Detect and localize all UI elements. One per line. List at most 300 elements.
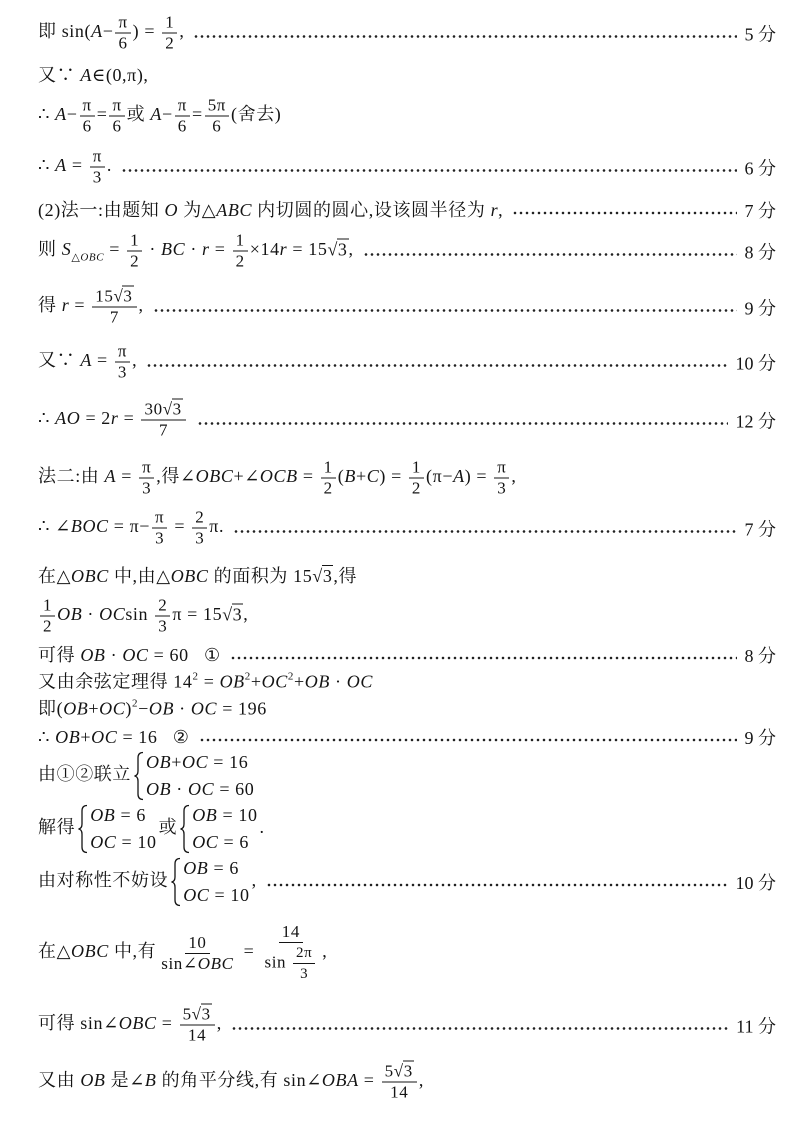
score-label: 8 分 xyxy=(744,242,776,262)
fraction xyxy=(382,1062,417,1103)
fraction xyxy=(321,458,336,499)
score-label: 11 分 xyxy=(736,1016,776,1036)
math-text: 6 xyxy=(212,116,222,136)
fraction-numerator xyxy=(152,508,167,529)
solution-line xyxy=(38,749,776,803)
equation-system-rows xyxy=(146,749,254,803)
solution-line-content xyxy=(38,400,188,441)
math-text: = xyxy=(116,466,138,487)
fraction-numerator xyxy=(109,96,124,117)
math-text: 2 xyxy=(130,251,140,271)
fraction-numerator xyxy=(192,508,207,529)
fraction-denominator xyxy=(321,479,336,499)
math-text: ∴ xyxy=(38,155,56,176)
math-text: ×14 xyxy=(249,239,280,260)
math-variable: OC xyxy=(99,698,126,719)
math-text: π = 15 xyxy=(172,604,223,625)
math-text: 3 xyxy=(497,478,507,498)
math-text: 在△ xyxy=(38,566,72,586)
fraction xyxy=(158,933,236,974)
solution-line-content xyxy=(38,508,224,549)
fraction xyxy=(141,400,185,441)
math-text: = 15 xyxy=(287,239,328,260)
fraction-denominator xyxy=(40,617,55,637)
math-text: · xyxy=(171,779,188,799)
math-variable: OB xyxy=(90,805,116,825)
square-root xyxy=(113,287,133,306)
math-variable: r xyxy=(61,295,70,316)
fraction xyxy=(494,458,509,499)
math-text: +∠ xyxy=(233,466,260,487)
math-variable: OC xyxy=(188,779,215,799)
math-text: 2π xyxy=(296,945,313,961)
math-text: − xyxy=(102,21,114,42)
solution-line xyxy=(38,922,776,984)
square-root xyxy=(192,1005,212,1024)
superscript: 2 xyxy=(287,670,294,683)
math-text: 则 xyxy=(38,239,62,260)
math-text: = xyxy=(191,104,203,125)
radicand: 3 xyxy=(232,604,243,625)
fraction xyxy=(233,231,248,272)
math-text: 30 xyxy=(144,399,163,419)
solution-line-content xyxy=(38,96,281,137)
math-variable: OC xyxy=(346,671,373,692)
math-text: , xyxy=(418,1070,424,1091)
math-text: 2 xyxy=(195,507,205,527)
math-text: 或 xyxy=(158,817,178,838)
solution-line-content xyxy=(38,855,257,909)
math-text: ) = xyxy=(132,21,161,42)
radicand: 3 xyxy=(322,566,333,586)
math-text: = 6 xyxy=(218,832,249,852)
math-text: ∴ xyxy=(38,104,56,125)
math-text: ∴ xyxy=(38,727,56,747)
math-text: ) = xyxy=(379,466,407,487)
score-label: 6 分 xyxy=(744,158,776,178)
equation-system xyxy=(133,749,254,803)
solution-line xyxy=(38,64,776,86)
solution-line-content xyxy=(38,644,221,666)
fraction xyxy=(40,596,55,637)
solution-line xyxy=(38,400,776,441)
math-text: 又∵ xyxy=(38,350,81,371)
fraction xyxy=(115,342,130,383)
math-text: = xyxy=(69,295,91,316)
score-label: 8 分 xyxy=(744,646,776,666)
equation-system-row xyxy=(90,829,156,856)
fraction xyxy=(162,13,177,54)
square-root xyxy=(327,239,348,259)
math-text: = xyxy=(297,466,319,487)
solution-line xyxy=(38,596,776,637)
fraction xyxy=(180,1005,215,1046)
subscript: △OBC xyxy=(71,251,105,264)
fraction xyxy=(139,458,154,499)
math-text: 解得 xyxy=(38,817,76,838)
fraction-denominator xyxy=(139,479,154,499)
solution-line xyxy=(38,698,776,723)
math-text: 1 xyxy=(323,457,333,477)
math-variable: OBC xyxy=(71,566,109,586)
math-variable: A xyxy=(150,104,162,125)
math-text: 由对称性不妨设 xyxy=(38,870,169,891)
fraction-denominator xyxy=(185,1026,209,1046)
math-text: 得 xyxy=(38,295,62,316)
fraction-denominator xyxy=(115,363,130,383)
math-text: 14 xyxy=(390,1082,409,1102)
math-text: ) xyxy=(125,698,132,719)
math-text: 法二:由 xyxy=(38,466,105,487)
math-text: , xyxy=(243,604,249,625)
math-text: − xyxy=(66,104,78,125)
solution-line-content xyxy=(38,565,357,587)
fraction xyxy=(80,96,95,137)
math-text: ∈(0,π), xyxy=(91,65,149,85)
solution-line-content xyxy=(38,231,354,272)
math-text: 中,有 xyxy=(108,941,157,962)
math-variable: A xyxy=(80,65,92,85)
math-variable: OBC xyxy=(71,941,109,962)
math-variable: OB xyxy=(148,698,175,719)
math-text: (舍去) xyxy=(231,104,282,125)
equation-system-rows xyxy=(192,802,257,856)
math-variable: OC xyxy=(261,671,288,692)
fraction-denominator xyxy=(209,117,224,137)
fraction-numerator xyxy=(494,458,509,479)
math-text: 2 xyxy=(158,595,168,615)
equation-system xyxy=(77,802,156,856)
math-text: 5π xyxy=(207,95,226,115)
dot-leader xyxy=(234,529,736,533)
fraction-numerator xyxy=(90,147,105,168)
math-variable: OB xyxy=(146,779,172,799)
math-text: (π− xyxy=(426,466,454,487)
math-text: ) = xyxy=(464,466,493,487)
math-text: π xyxy=(92,146,102,166)
dot-leader xyxy=(147,363,727,367)
fraction-denominator xyxy=(156,421,171,441)
fraction xyxy=(262,922,321,984)
math-text: · xyxy=(144,239,162,260)
math-variable: OB xyxy=(192,805,218,825)
math-text: 6 xyxy=(112,116,122,136)
math-variable: S xyxy=(61,239,72,260)
math-text: 3 xyxy=(300,966,309,982)
math-text: 1 xyxy=(43,595,53,615)
math-variable: B xyxy=(344,466,356,487)
fraction-denominator xyxy=(116,34,131,54)
math-variable: AO xyxy=(55,408,81,429)
math-text: π xyxy=(155,507,165,527)
math-variable: BOC xyxy=(70,516,109,537)
math-text: 可得 sin∠ xyxy=(38,1013,119,1034)
solution-line-content xyxy=(38,749,256,803)
dot-leader xyxy=(231,656,737,660)
radicand: 3 xyxy=(172,399,182,419)
score-label: 7 分 xyxy=(744,201,776,221)
math-variable: OC xyxy=(181,752,209,772)
dot-leader xyxy=(154,308,737,312)
superscript: 2 xyxy=(192,670,199,683)
math-variable: OC xyxy=(90,832,117,852)
fraction-denominator xyxy=(80,117,95,137)
math-text: , xyxy=(179,21,185,42)
equation-system-row xyxy=(192,829,257,856)
math-variable: OB xyxy=(146,752,172,772)
math-text: 即 sin( xyxy=(38,21,92,42)
fraction-denominator xyxy=(127,252,142,272)
math-text: , xyxy=(251,870,257,891)
math-text: 10 xyxy=(188,932,207,952)
solution-line xyxy=(38,287,776,328)
math-variable: OB xyxy=(63,698,89,719)
solution-line xyxy=(38,855,776,909)
solution-line-content xyxy=(38,147,112,188)
math-text: 的面积为 15 xyxy=(208,566,313,586)
math-text: = xyxy=(66,155,88,176)
math-variable: OB xyxy=(80,1070,106,1091)
fraction-denominator xyxy=(233,252,248,272)
score-label: 9 分 xyxy=(744,728,776,748)
score-label: 7 分 xyxy=(744,519,776,539)
math-text: 3 xyxy=(195,528,205,548)
math-text: 2 xyxy=(43,616,53,636)
solution-line-content xyxy=(38,922,327,984)
math-text: , xyxy=(132,350,138,371)
equation-system-row xyxy=(90,802,156,829)
superscript: 2 xyxy=(244,670,251,683)
radicand: 3 xyxy=(403,1061,413,1081)
math-text: ,得∠ xyxy=(156,466,196,487)
math-variable: OB xyxy=(57,604,83,625)
fraction-numerator xyxy=(180,1005,215,1026)
fraction-denominator xyxy=(90,168,105,188)
solution-line xyxy=(38,342,776,383)
fraction xyxy=(205,96,229,137)
equation-system-row xyxy=(183,882,249,909)
math-variable: OBC xyxy=(195,466,234,487)
math-variable: r xyxy=(490,200,499,220)
math-text: = xyxy=(156,1013,178,1034)
math-text: 又由余弦定理得 14 xyxy=(38,671,193,692)
fraction-denominator xyxy=(152,529,167,549)
math-text: = 6 xyxy=(115,805,146,825)
fraction-numerator xyxy=(293,943,315,964)
math-variable: OBC xyxy=(170,566,209,586)
fraction-numerator xyxy=(115,342,130,363)
math-text: 14 xyxy=(281,922,300,941)
math-variable: r xyxy=(202,239,210,260)
math-text: = 60 ① xyxy=(148,645,221,665)
math-text: − xyxy=(138,698,149,719)
fraction-numerator xyxy=(115,13,130,34)
math-variable: A xyxy=(55,155,67,176)
solution-line-content xyxy=(38,726,190,748)
math-text: · xyxy=(185,239,203,260)
fraction xyxy=(109,96,124,137)
fraction xyxy=(155,596,170,637)
math-variable: O xyxy=(164,200,179,220)
math-text: 15 xyxy=(95,286,114,306)
fraction-denominator xyxy=(192,529,207,549)
math-text: π xyxy=(177,95,187,115)
math-text: = 60 xyxy=(214,779,255,799)
score-label: 5 分 xyxy=(744,24,776,44)
math-text: = xyxy=(198,671,220,692)
fraction xyxy=(152,508,167,549)
equation-system xyxy=(170,855,249,909)
solution-line xyxy=(38,96,776,137)
math-variable: OC xyxy=(192,832,219,852)
square-root xyxy=(394,1062,414,1081)
radicand: 3 xyxy=(337,239,348,260)
math-text: + xyxy=(88,698,100,719)
equation-system-row xyxy=(146,749,254,776)
math-text: 14 xyxy=(188,1025,207,1045)
math-variable: OC xyxy=(99,604,126,625)
fraction-denominator xyxy=(175,117,190,137)
fraction-numerator xyxy=(141,400,185,421)
math-text: 2 xyxy=(323,478,333,498)
math-text: 2 xyxy=(411,478,422,498)
math-text: 又由 xyxy=(38,1070,81,1091)
equation-system-rows xyxy=(90,802,156,856)
solution-line xyxy=(38,724,776,750)
solution-line-content xyxy=(38,671,373,696)
left-brace-icon xyxy=(179,804,190,854)
solution-line-content xyxy=(38,199,503,221)
solution-line-content xyxy=(38,342,137,383)
math-variable: A xyxy=(80,350,92,371)
math-text: 可得 xyxy=(38,645,81,665)
left-brace-icon xyxy=(133,751,144,801)
math-text: · xyxy=(82,604,100,625)
fraction-denominator xyxy=(262,943,321,984)
solution-line xyxy=(38,565,776,587)
fraction-denominator xyxy=(494,479,509,499)
fraction-numerator xyxy=(92,287,136,308)
math-text: π xyxy=(117,341,128,361)
math-text: 是∠ xyxy=(105,1070,145,1091)
fraction xyxy=(192,508,207,549)
math-variable: OB xyxy=(80,645,106,665)
math-text: = 2 xyxy=(80,408,111,429)
math-text: π xyxy=(82,95,92,115)
dot-leader xyxy=(364,252,737,256)
solution-line xyxy=(38,197,776,223)
equation-system-row xyxy=(192,802,257,829)
math-text: = 10 xyxy=(209,885,250,905)
fraction-numerator xyxy=(409,458,424,479)
score-label: 10 分 xyxy=(735,873,776,893)
math-text: 3 xyxy=(142,478,152,498)
math-text: = 16 xyxy=(208,752,249,772)
math-text: 1 xyxy=(165,12,175,32)
math-text: 1 xyxy=(235,230,245,250)
math-text: 6 xyxy=(118,33,128,53)
fraction-denominator xyxy=(107,308,122,328)
math-text: 内切圆的圆心,设该圆半径为 xyxy=(252,200,491,220)
fraction-denominator xyxy=(297,964,311,984)
math-text: π xyxy=(497,457,507,477)
fraction xyxy=(115,13,130,54)
math-text: π. xyxy=(209,516,225,537)
math-text: π xyxy=(142,457,152,477)
dot-leader xyxy=(513,211,736,215)
math-text: . xyxy=(259,817,265,838)
fraction-numerator xyxy=(205,96,229,117)
equation-system xyxy=(179,802,257,856)
fraction-denominator xyxy=(158,954,236,974)
dot-leader xyxy=(232,1026,728,1030)
math-text: (2)法一:由题知 xyxy=(38,200,165,220)
math-text: = xyxy=(358,1070,380,1091)
score-label: 9 分 xyxy=(744,298,776,318)
fraction-numerator xyxy=(80,96,95,117)
math-variable: OC xyxy=(183,885,210,905)
math-text: , xyxy=(138,295,144,316)
math-text: π xyxy=(112,95,122,115)
dot-leader xyxy=(200,738,737,742)
math-text: + xyxy=(356,466,367,487)
solution-line xyxy=(38,13,776,54)
math-variable: OB xyxy=(55,727,81,747)
solution-line xyxy=(38,802,776,856)
math-text: = 16 ② xyxy=(117,727,190,747)
math-text: · xyxy=(329,671,347,692)
math-variable: OBC xyxy=(118,1013,157,1034)
solution-line xyxy=(38,1062,776,1103)
math-text: = 10 xyxy=(217,805,258,825)
math-text: = 6 xyxy=(208,858,239,878)
math-text: + xyxy=(250,671,262,692)
math-text: sin xyxy=(125,604,154,625)
math-text: = 10 xyxy=(116,832,157,852)
fraction-numerator xyxy=(233,231,248,252)
math-variable: r xyxy=(110,408,119,429)
math-text: 的角平分线,有 sin∠ xyxy=(156,1070,322,1091)
math-text: = xyxy=(169,516,191,537)
score-label: 12 分 xyxy=(735,411,776,431)
math-text: 中,由△ xyxy=(108,566,171,586)
math-text: 7 xyxy=(109,307,119,327)
solution-line xyxy=(38,642,776,668)
math-text: sin∠ xyxy=(161,953,198,973)
dot-leader xyxy=(267,883,728,887)
fraction-numerator xyxy=(155,596,170,617)
math-text: 由①②联立 xyxy=(38,764,131,785)
math-variable: OC xyxy=(91,727,118,747)
fraction xyxy=(92,287,136,328)
left-brace-icon xyxy=(170,857,181,907)
math-variable: A xyxy=(453,466,465,487)
math-text: 又∵ xyxy=(38,65,81,85)
math-text: − xyxy=(161,104,173,125)
math-text: + xyxy=(80,727,92,747)
math-text: 3 xyxy=(155,528,165,548)
math-text: = xyxy=(104,239,126,260)
math-text: 即( xyxy=(38,698,64,719)
math-text: 在△ xyxy=(38,941,72,962)
math-text: 3 xyxy=(158,616,168,636)
math-text: 5 xyxy=(384,1061,394,1081)
math-variable: OC xyxy=(190,698,218,719)
score-label: 10 分 xyxy=(735,353,776,373)
math-text: = π− xyxy=(108,516,151,537)
math-text: , xyxy=(216,1013,222,1034)
fraction xyxy=(127,231,142,272)
